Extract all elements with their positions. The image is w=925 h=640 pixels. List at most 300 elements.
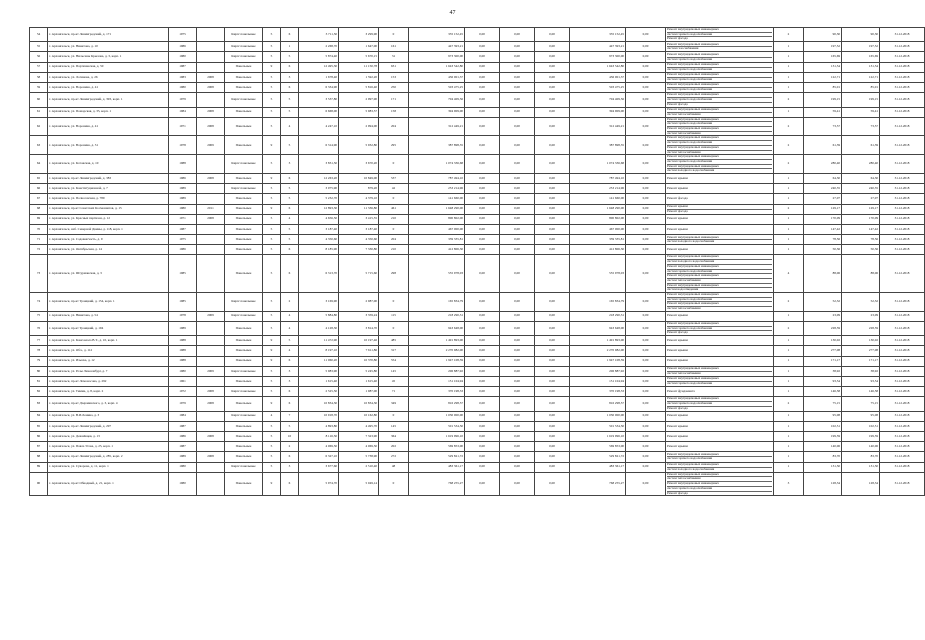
row-living-area: 4 350,60	[339, 235, 379, 245]
row-number: 67	[30, 194, 48, 204]
row-owners-cost: 467 000,00	[570, 224, 626, 234]
row-floors: 5	[263, 235, 281, 245]
work-item: систем холодного водоснабжения	[667, 239, 715, 244]
work-item: Ремонт внутридомовых инженерных	[667, 146, 772, 151]
row-living-area: 5 049,14	[339, 472, 379, 495]
row-residents: 0	[379, 411, 409, 421]
row-regional-cost: 0,00	[500, 83, 535, 93]
row-residents: 48	[379, 462, 409, 472]
row-floors: 5	[263, 214, 281, 224]
row-owners-cost: 218 290,31	[570, 311, 626, 321]
work-item: Ремонт крыши	[667, 443, 688, 448]
row-regional-cost: 0,00	[500, 321, 535, 335]
row-owners-cost: 1 648 290,00	[570, 204, 626, 214]
row-total-area: 2 268,70	[299, 42, 339, 52]
table-row	[30, 462, 925, 472]
row-build-year: 1986	[169, 42, 197, 52]
row-living-area: 3 814,70	[339, 321, 379, 335]
row-residents: 0	[379, 292, 409, 311]
row-entrances: 6	[281, 452, 299, 462]
row-last-repair-year	[197, 93, 225, 107]
row-total-cost: 151 104,94	[409, 376, 465, 386]
row-total-area: 8 116,50	[299, 432, 339, 442]
row-works-count: 2	[774, 397, 804, 411]
row-residents: 295	[379, 136, 409, 155]
table-row	[30, 421, 925, 431]
row-build-year: 1988	[169, 155, 197, 174]
row-municipal-cost: 0,00	[535, 346, 570, 356]
row-works	[666, 224, 774, 234]
row-works	[666, 72, 774, 82]
row-works	[666, 83, 774, 93]
row-total-area: 5 232,70	[299, 194, 339, 204]
row-unit-cost: 90,30	[804, 28, 842, 42]
row-works-count: 1	[774, 214, 804, 224]
row-residents: 349	[379, 397, 409, 411]
row-fund-cost: 0,00	[465, 194, 500, 204]
row-floors: 5	[263, 194, 281, 204]
row-total-area: 12 495,30	[299, 62, 339, 72]
row-works-count: 1	[774, 366, 804, 376]
row-owners-cost: 1 074 336,68	[570, 155, 626, 174]
row-max-unit-cost: 52,32	[842, 292, 880, 311]
row-regional-cost: 0,00	[500, 442, 535, 452]
row-other-cost: 0,00	[626, 346, 666, 356]
row-entrances: 5	[281, 136, 299, 155]
row-max-unit-cost: 50,36	[842, 245, 880, 255]
row-entrances: 5	[281, 93, 299, 107]
row-works	[666, 387, 774, 397]
row-total-cost: 555 978,03	[409, 255, 465, 293]
work-item: Ремонт внутридомовых инженерных	[667, 293, 772, 298]
row-owners-cost: 151 104,94	[570, 376, 626, 386]
row-works-count: 2	[774, 136, 804, 155]
row-deadline: 31.12.2018	[880, 387, 925, 397]
row-entrances: 5	[281, 224, 299, 234]
row-entrances: 6	[281, 387, 299, 397]
row-works	[666, 155, 774, 174]
row-number: 68	[30, 204, 48, 214]
row-residents: 0	[379, 224, 409, 234]
table-row	[30, 117, 925, 136]
work-item: систем горячего водоснабжения	[667, 141, 772, 146]
row-last-repair-year	[197, 224, 225, 234]
row-total-area: 8 185,90	[299, 245, 339, 255]
work-item: Ремонт внутридомовых инженерных	[667, 93, 772, 98]
row-last-repair-year: 2008	[197, 72, 225, 82]
row-total-area: 6 314,90	[299, 136, 339, 155]
work-item: Ремонт фасада	[667, 490, 688, 495]
row-deadline: 31.12.2018	[880, 155, 925, 174]
row-living-area: 3 415,55	[339, 214, 379, 224]
row-living-area: 3 670,20	[339, 155, 379, 174]
row-deadline: 31.12.2018	[880, 173, 925, 183]
row-last-repair-year: 2009	[197, 366, 225, 376]
row-municipal-cost: 0,00	[535, 397, 570, 411]
row-works	[666, 42, 774, 52]
row-unit-cost: 122,71	[804, 72, 842, 82]
row-living-area: 2 997,90	[339, 93, 379, 107]
row-total-area: 3 711,50	[299, 28, 339, 42]
row-works-count: 1	[774, 346, 804, 356]
row-fund-cost: 0,00	[465, 387, 500, 397]
row-floors: 9	[263, 136, 281, 155]
row-total-area: 3 677,60	[299, 462, 339, 472]
row-floors: 9	[263, 204, 281, 214]
row-max-unit-cost: 85,01	[842, 83, 880, 93]
work-item: Ремонт крыши	[667, 423, 688, 428]
row-total-area: 10 834,30	[299, 397, 339, 411]
row-total-area: 3 075,90	[299, 184, 339, 194]
work-item: Ремонт крыши	[667, 433, 688, 438]
row-total-cost: 339 335,81	[409, 235, 465, 245]
row-max-unit-cost: 27,07	[842, 194, 880, 204]
row-max-unit-cost: 95,08	[842, 411, 880, 421]
row-deadline: 31.12.2018	[880, 204, 925, 214]
row-municipal-cost: 0,00	[535, 255, 570, 293]
row-floors: 9	[263, 346, 281, 356]
row-entrances: 6	[281, 255, 299, 293]
row-number: 74	[30, 292, 48, 311]
row-fund-cost: 0,00	[465, 173, 500, 183]
row-municipal-cost: 0,00	[535, 204, 570, 214]
row-build-year: 1975	[169, 235, 197, 245]
row-fund-cost: 0,00	[465, 136, 500, 155]
row-regional-cost: 0,00	[500, 311, 535, 321]
row-living-area: 11 150,78	[339, 62, 379, 72]
table-row	[30, 397, 925, 411]
row-unit-cost: 128,34	[804, 472, 842, 495]
work-item: Ремонт крыши	[667, 185, 688, 190]
row-fund-cost: 0,00	[465, 376, 500, 386]
row-deadline: 31.12.2018	[880, 421, 925, 431]
work-item: Ремонт внутридомовых инженерных	[667, 302, 772, 307]
row-build-year: 1980	[169, 472, 197, 495]
row-last-repair-year	[197, 194, 225, 204]
row-address: г. Архангельск, ул. Никитова, д. 10	[48, 42, 169, 52]
work-item: систем горячего водоснабжения	[667, 98, 772, 103]
row-regional-cost: 0,00	[500, 452, 535, 462]
work-item: систем горячего водоснабжения	[667, 298, 772, 303]
row-owners-cost: 943 648,00	[570, 321, 626, 335]
row-other-cost: 0,00	[626, 397, 666, 411]
work-item: систем теплоснабжения	[667, 149, 701, 154]
row-number: 77	[30, 336, 48, 346]
row-wall-material: Панельные	[225, 62, 263, 72]
row-last-repair-year	[197, 462, 225, 472]
row-residents: 204	[379, 117, 409, 136]
row-regional-cost: 0,00	[500, 255, 535, 293]
table-row	[30, 387, 925, 397]
row-works-count: 1	[774, 462, 804, 472]
row-works-count: 2	[774, 155, 804, 174]
row-build-year: 1986	[169, 432, 197, 442]
work-item: систем горячего водоснабжения	[667, 66, 712, 71]
row-floors: 9	[263, 397, 281, 411]
row-last-repair-year	[197, 42, 225, 52]
work-item: систем холодного водоснабжения	[667, 466, 715, 471]
row-unit-cost: 228,59	[804, 321, 842, 335]
row-number: 55	[30, 42, 48, 52]
row-last-repair-year: 2008	[197, 83, 225, 93]
row-build-year: 1987	[169, 421, 197, 431]
row-max-unit-cost: 122,71	[842, 72, 880, 82]
row-total-area: 1 615,40	[299, 376, 339, 386]
row-total-cost: 483 361,17	[409, 462, 465, 472]
row-address: г. Архангельск, ул. Тимме, д. 8, корп. 2	[48, 387, 169, 397]
row-living-area: 1 647,00	[339, 42, 379, 52]
row-owners-cost: 394 909,00	[570, 107, 626, 117]
row-unit-cost: 85,01	[804, 83, 842, 93]
row-entrances: 5	[281, 336, 299, 346]
row-entrances: 6	[281, 356, 299, 366]
row-floors: 5	[263, 387, 281, 397]
row-regional-cost: 0,00	[500, 62, 535, 72]
row-build-year: 1971	[169, 117, 197, 136]
row-fund-cost: 0,00	[465, 292, 500, 311]
row-municipal-cost: 0,00	[535, 194, 570, 204]
row-total-cost: 467 000,00	[409, 224, 465, 234]
row-build-year: 1975	[169, 28, 197, 42]
row-total-area: 2 525,50	[299, 387, 339, 397]
work-item: Ремонт внутридомовых инженерных	[667, 43, 772, 48]
row-wall-material: Панельные	[225, 376, 263, 386]
row-entrances: 5	[281, 107, 299, 117]
row-last-repair-year	[197, 62, 225, 72]
page-number: 47	[449, 10, 456, 16]
row-floors: 9	[263, 472, 281, 495]
row-works	[666, 52, 774, 62]
row-unit-cost: 199,59	[804, 432, 842, 442]
row-deadline: 31.12.2018	[880, 42, 925, 52]
row-deadline: 31.12.2018	[880, 93, 925, 107]
row-unit-cost: 197,52	[804, 42, 842, 52]
row-works	[666, 397, 774, 411]
row-other-cost: 0,00	[626, 204, 666, 214]
table-row	[30, 52, 925, 62]
row-wall-material: Кирп/ панельные	[225, 93, 263, 107]
row-last-repair-year	[197, 28, 225, 42]
row-address: г. Архангельск, ул. Полюсовская, д. 789	[48, 194, 169, 204]
row-deadline: 31.12.2018	[880, 321, 925, 335]
row-number: 56	[30, 52, 48, 62]
work-item: Ремонт внутридомовых инженерных	[667, 63, 772, 68]
table-row	[30, 356, 925, 366]
row-last-repair-year	[197, 442, 225, 452]
row-regional-cost: 0,00	[500, 28, 535, 42]
row-last-repair-year	[197, 255, 225, 293]
row-owners-cost: 1 030 000,00	[570, 411, 626, 421]
row-municipal-cost: 0,00	[535, 462, 570, 472]
row-address: г. Архангельск, ул. Розы Люксембург, д. 7	[48, 366, 169, 376]
row-floors: 5	[263, 376, 281, 386]
row-address: г. Архангельск, ул. Садовая/часть, д. 9	[48, 235, 169, 245]
row-regional-cost: 0,00	[500, 136, 535, 155]
work-item: Ремонт внутридомовых инженерных	[667, 265, 772, 270]
row-fund-cost: 0,00	[465, 472, 500, 495]
row-build-year: 1972	[169, 387, 197, 397]
row-works	[666, 255, 774, 293]
table-row	[30, 155, 925, 174]
row-other-cost: 0,00	[626, 62, 666, 72]
row-fund-cost: 0,00	[465, 62, 500, 72]
row-max-unit-cost: 228,59	[842, 321, 880, 335]
row-address: г. Архангельск, ул. Нильсены Крылова, д. 3, корп. 1	[48, 52, 169, 62]
row-works-count: 1	[774, 107, 804, 117]
row-number: 82	[30, 387, 48, 397]
row-deadline: 31.12.2018	[880, 224, 925, 234]
row-other-cost: 0,00	[626, 72, 666, 82]
row-number: 58	[30, 72, 48, 82]
row-last-repair-year	[197, 472, 225, 495]
row-owners-cost: 555 978,03	[570, 255, 626, 293]
row-works	[666, 173, 774, 183]
row-wall-material: Панельные	[225, 173, 263, 183]
row-works-count: 4	[774, 255, 804, 293]
row-unit-cost: 146,58	[804, 387, 842, 397]
row-address: г. Архангельск, ул. Котовская, д. 10	[48, 155, 169, 174]
row-total-cost: 436 001,37	[409, 72, 465, 82]
work-item: Ремонт внутридомовых инженерных	[667, 136, 772, 141]
row-fund-cost: 0,00	[465, 321, 500, 335]
row-residents: 0	[379, 472, 409, 495]
table-row	[30, 62, 925, 72]
work-item: Ремонт внутридомовых инженерных	[667, 473, 772, 478]
row-build-year: 1980	[169, 52, 197, 62]
row-fund-cost: 0,00	[465, 452, 500, 462]
row-residents: 272	[379, 452, 409, 462]
row-total-cost: 943 648,00	[409, 321, 465, 335]
row-total-cost: 973 300,00	[409, 52, 465, 62]
row-total-area: 4 350,60	[299, 235, 339, 245]
work-item: Ремонт крыши	[667, 247, 688, 252]
row-regional-cost: 0,00	[500, 214, 535, 224]
row-residents: 250	[379, 83, 409, 93]
row-address: г. Архангельск, ул. Октябрьская, д. 14	[48, 245, 169, 255]
row-number: 60	[30, 93, 48, 107]
row-regional-cost: 0,00	[500, 245, 535, 255]
table-row	[30, 321, 925, 335]
row-build-year: 1980	[169, 204, 197, 214]
row-max-unit-cost: 171,17	[842, 356, 880, 366]
row-municipal-cost: 0,00	[535, 62, 570, 72]
row-entrances: 6	[281, 245, 299, 255]
row-residents: 204	[379, 235, 409, 245]
row-max-unit-cost: 197,52	[842, 42, 880, 52]
row-works	[666, 245, 774, 255]
row-entrances: 10	[281, 432, 299, 442]
row-works	[666, 292, 774, 311]
row-works-count: 1	[774, 224, 804, 234]
work-item: систем горячего водоснабжения	[667, 327, 772, 332]
row-wall-material: Кирп/ панельные	[225, 28, 263, 42]
row-total-cost: 569 853,00	[409, 442, 465, 452]
row-number: 90	[30, 472, 48, 495]
row-last-repair-year	[197, 321, 225, 335]
row-last-repair-year: 2008	[197, 214, 225, 224]
row-max-unit-cost: 88,06	[842, 255, 880, 293]
row-address: г. Архангельск, ул. Конституционной, д. 7	[48, 184, 169, 194]
row-address: г. Архангельск, пр-кт Троицкий, д. 154, корп. 1	[48, 292, 169, 311]
row-wall-material: Кирп/ панельные	[225, 155, 263, 174]
row-owners-cost: 412 806,30	[570, 245, 626, 255]
row-residents: 153	[379, 72, 409, 82]
row-residents: 171	[379, 93, 409, 107]
row-wall-material: Панельные	[225, 235, 263, 245]
work-item: Ремонт внутридомовых инженерных	[667, 322, 772, 327]
row-municipal-cost: 0,00	[535, 421, 570, 431]
row-total-cost: 1 648 290,00	[409, 204, 465, 214]
row-deadline: 31.12.2018	[880, 107, 925, 117]
row-works	[666, 366, 774, 376]
row-works-count: 2	[774, 93, 804, 107]
row-total-area: 4 128,30	[299, 321, 339, 335]
row-address: г. Архангельск, ул. Штурманская, д. 3	[48, 255, 169, 293]
row-entrances: 4	[281, 346, 299, 356]
row-works	[666, 432, 774, 442]
row-total-cost: 2 270 982,00	[409, 346, 465, 356]
row-works-count: 1	[774, 356, 804, 366]
row-fund-cost: 0,00	[465, 442, 500, 452]
row-fund-cost: 0,00	[465, 155, 500, 174]
row-deadline: 31.12.2018	[880, 83, 925, 93]
row-max-unit-cost: 102,51	[842, 421, 880, 431]
row-entrances: 3	[281, 366, 299, 376]
row-number: 87	[30, 442, 48, 452]
row-works	[666, 214, 774, 224]
row-other-cost: 0,00	[626, 245, 666, 255]
row-other-cost: 0,00	[626, 472, 666, 495]
row-floors: 5	[263, 245, 281, 255]
row-entrances: 4	[281, 214, 299, 224]
row-max-unit-cost: 90,30	[842, 28, 880, 42]
row-max-unit-cost: 23,09	[842, 311, 880, 321]
row-total-cost: 768 255,27	[409, 472, 465, 495]
row-owners-cost: 503 475,25	[570, 83, 626, 93]
row-fund-cost: 0,00	[465, 462, 500, 472]
row-fund-cost: 0,00	[465, 117, 500, 136]
row-wall-material: Кирп/ панельные	[225, 184, 263, 194]
row-other-cost: 0,00	[626, 52, 666, 62]
row-unit-cost: 130,02	[804, 336, 842, 346]
row-municipal-cost: 0,00	[535, 411, 570, 421]
row-address: г. Архангельск, ул. Воронина, д. 41	[48, 83, 169, 93]
row-municipal-cost: 0,00	[535, 356, 570, 366]
row-residents: 485	[379, 336, 409, 346]
row-residents: 0	[379, 28, 409, 42]
row-other-cost: 0,00	[626, 432, 666, 442]
row-works	[666, 184, 774, 194]
row-wall-material: Кирп/ панельные	[225, 292, 263, 311]
row-last-repair-year: 2008	[197, 432, 225, 442]
row-entrances: 5	[281, 184, 299, 194]
row-deadline: 31.12.2018	[880, 442, 925, 452]
table-row	[30, 376, 925, 386]
row-deadline: 31.12.2018	[880, 472, 925, 495]
row-other-cost: 0,00	[626, 42, 666, 52]
row-total-cost: 503 475,25	[409, 83, 465, 93]
row-max-unit-cost: 277,08	[842, 346, 880, 356]
row-address: г. Архангельск, пр-кт Дзержинского, д. 3, корп. 4	[48, 397, 169, 411]
row-total-area: 12 893,30	[299, 204, 339, 214]
row-works-count: 2	[774, 28, 804, 42]
row-living-area: 7 330,80	[339, 245, 379, 255]
row-owners-cost: 370 198,33	[570, 387, 626, 397]
row-fund-cost: 0,00	[465, 107, 500, 117]
row-entrances: 3	[281, 72, 299, 82]
row-residents: 71	[379, 387, 409, 397]
row-other-cost: 0,00	[626, 292, 666, 311]
